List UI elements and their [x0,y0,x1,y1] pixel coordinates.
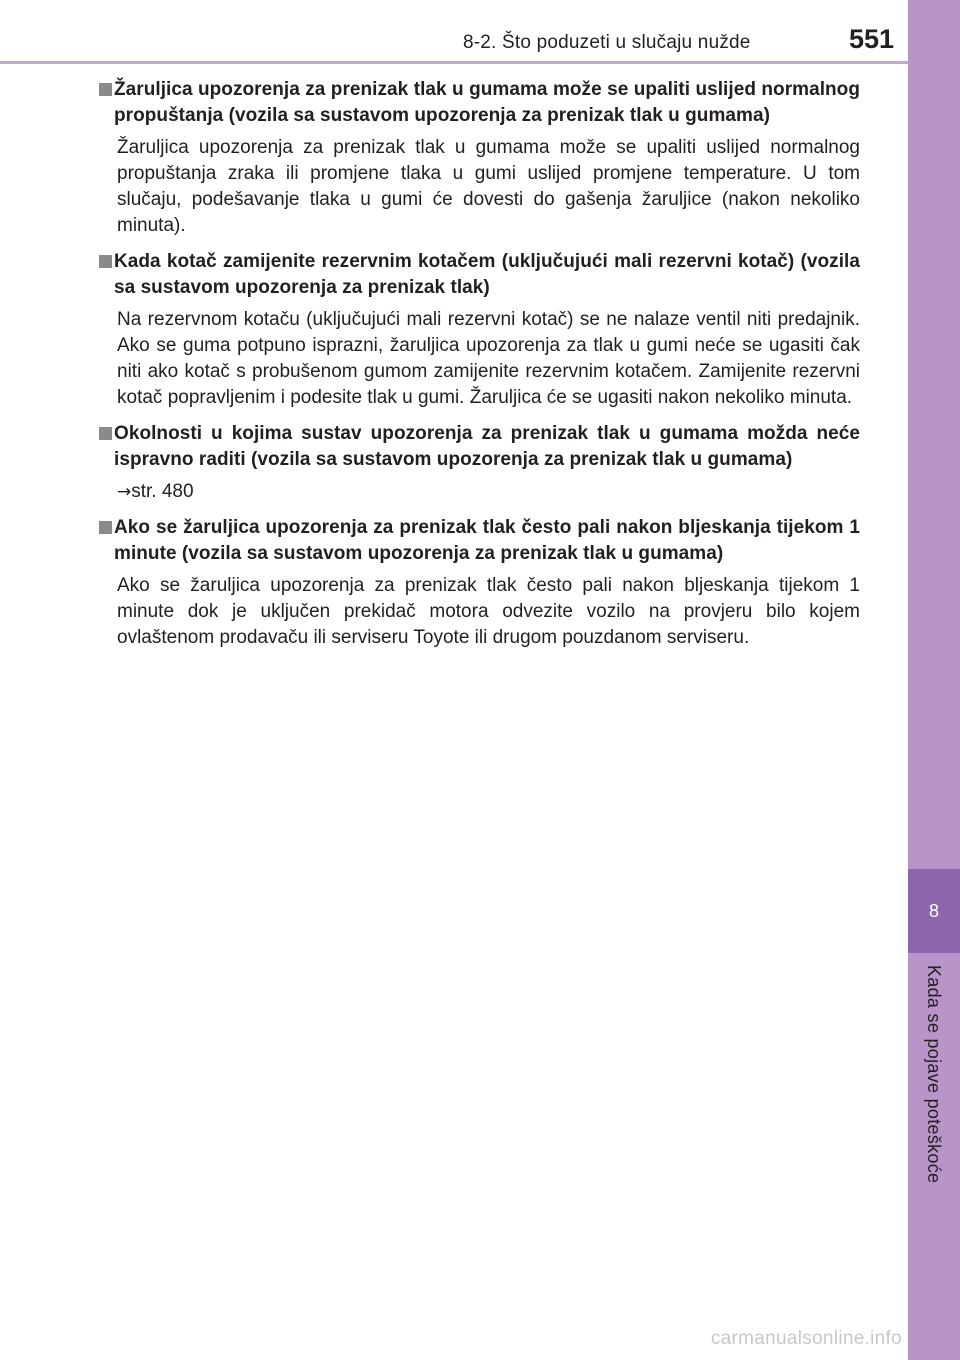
section-heading: Okolnosti u kojima sustav upozorenja za prenizak tlak u gumama možda neće ispravno raditi (vozila sa sustavom upozorenja za prenizak tlak u gumama) [114,423,860,470]
section-light-blinks-then-on [94,515,860,651]
page-number: 551 [848,24,894,54]
section-spare-wheel [94,249,860,411]
section-title: 8-2. Što poduzeti u slučaju nužde [463,32,751,53]
watermark: carmanualsonline.info [710,1328,902,1349]
section-header [94,77,860,129]
page-reference-text: str. 480 [131,481,194,502]
square-bullet-icon [94,421,114,447]
square-bullet-icon [94,77,114,103]
section-tpws-light-normal-leak [94,77,860,239]
header-rule [0,61,908,64]
section-header [94,421,860,473]
section-heading: Kada kotač zamijenite rezervnim kotačem (uključujući mali rezervni kotač) (vozila sa sustavom upozorenja za prenizak tlak) [114,251,860,298]
chapter-label: Kada se pojave poteškoće [924,965,944,1184]
chapter-label-tab [908,953,960,1360]
section-body: Na rezervnom kotaču (uključujući mali rezervni kotač) se ne nalaze ventil niti predajnik. Ako se guma potpuno isprazni, žaruljica upozorenja za tlak u gumi neće se ugasiti čak niti ako kotač s probušenom gumom zamijenite rezervnim kotačem. Zamijenite rezervni kotač popravljenim i podesite tlak u gumi. Žaruljica će se ugasiti nakon nekoliko minuta. [117,309,860,408]
page-reference[interactable] [117,479,860,505]
section-heading: Ako se žaruljica upozorenja za prenizak tlak često pali nakon bljeskanja tijekom 1 minute (vozila sa sustavom upozorenja za prenizak tlak u gumama) [114,517,860,564]
square-bullet-icon [94,249,114,275]
square-bullet-icon [94,515,114,541]
section-header [94,515,860,567]
section-body: Ako se žaruljica upozorenja za prenizak tlak često pali nakon bljeskanja tijekom 1 minute dok je uključen prekidač motora odvezite vozilo na provjeru bilo kojem ovlaštenom prodavaču ili serviseru Toyote ili drugom pouzdanom serviseru. [117,575,860,648]
section-heading: Žaruljica upozorenja za prenizak tlak u gumama može se upaliti uslijed normalnog propuštanja (vozila sa sustavom upozorenja za prenizak tlak u gumama) [114,79,860,126]
section-header [94,249,860,301]
page-content [94,77,860,661]
section-body: Žaruljica upozorenja za prenizak tlak u gumama može se upaliti uslijed normalnog propuštanja zraka ili promjene tlaka u gumi uslijed promjene temperature. U tom slučaju, podešavanje tlaka u gumi će dovesti do gašenja žaruljice (nakon nekoliko minuta). [117,137,860,236]
arrow-right-icon: → [117,482,132,502]
chapter-number-tab: 8 [908,869,960,953]
side-tab-bar [908,0,960,869]
section-system-may-not-work [94,421,860,505]
